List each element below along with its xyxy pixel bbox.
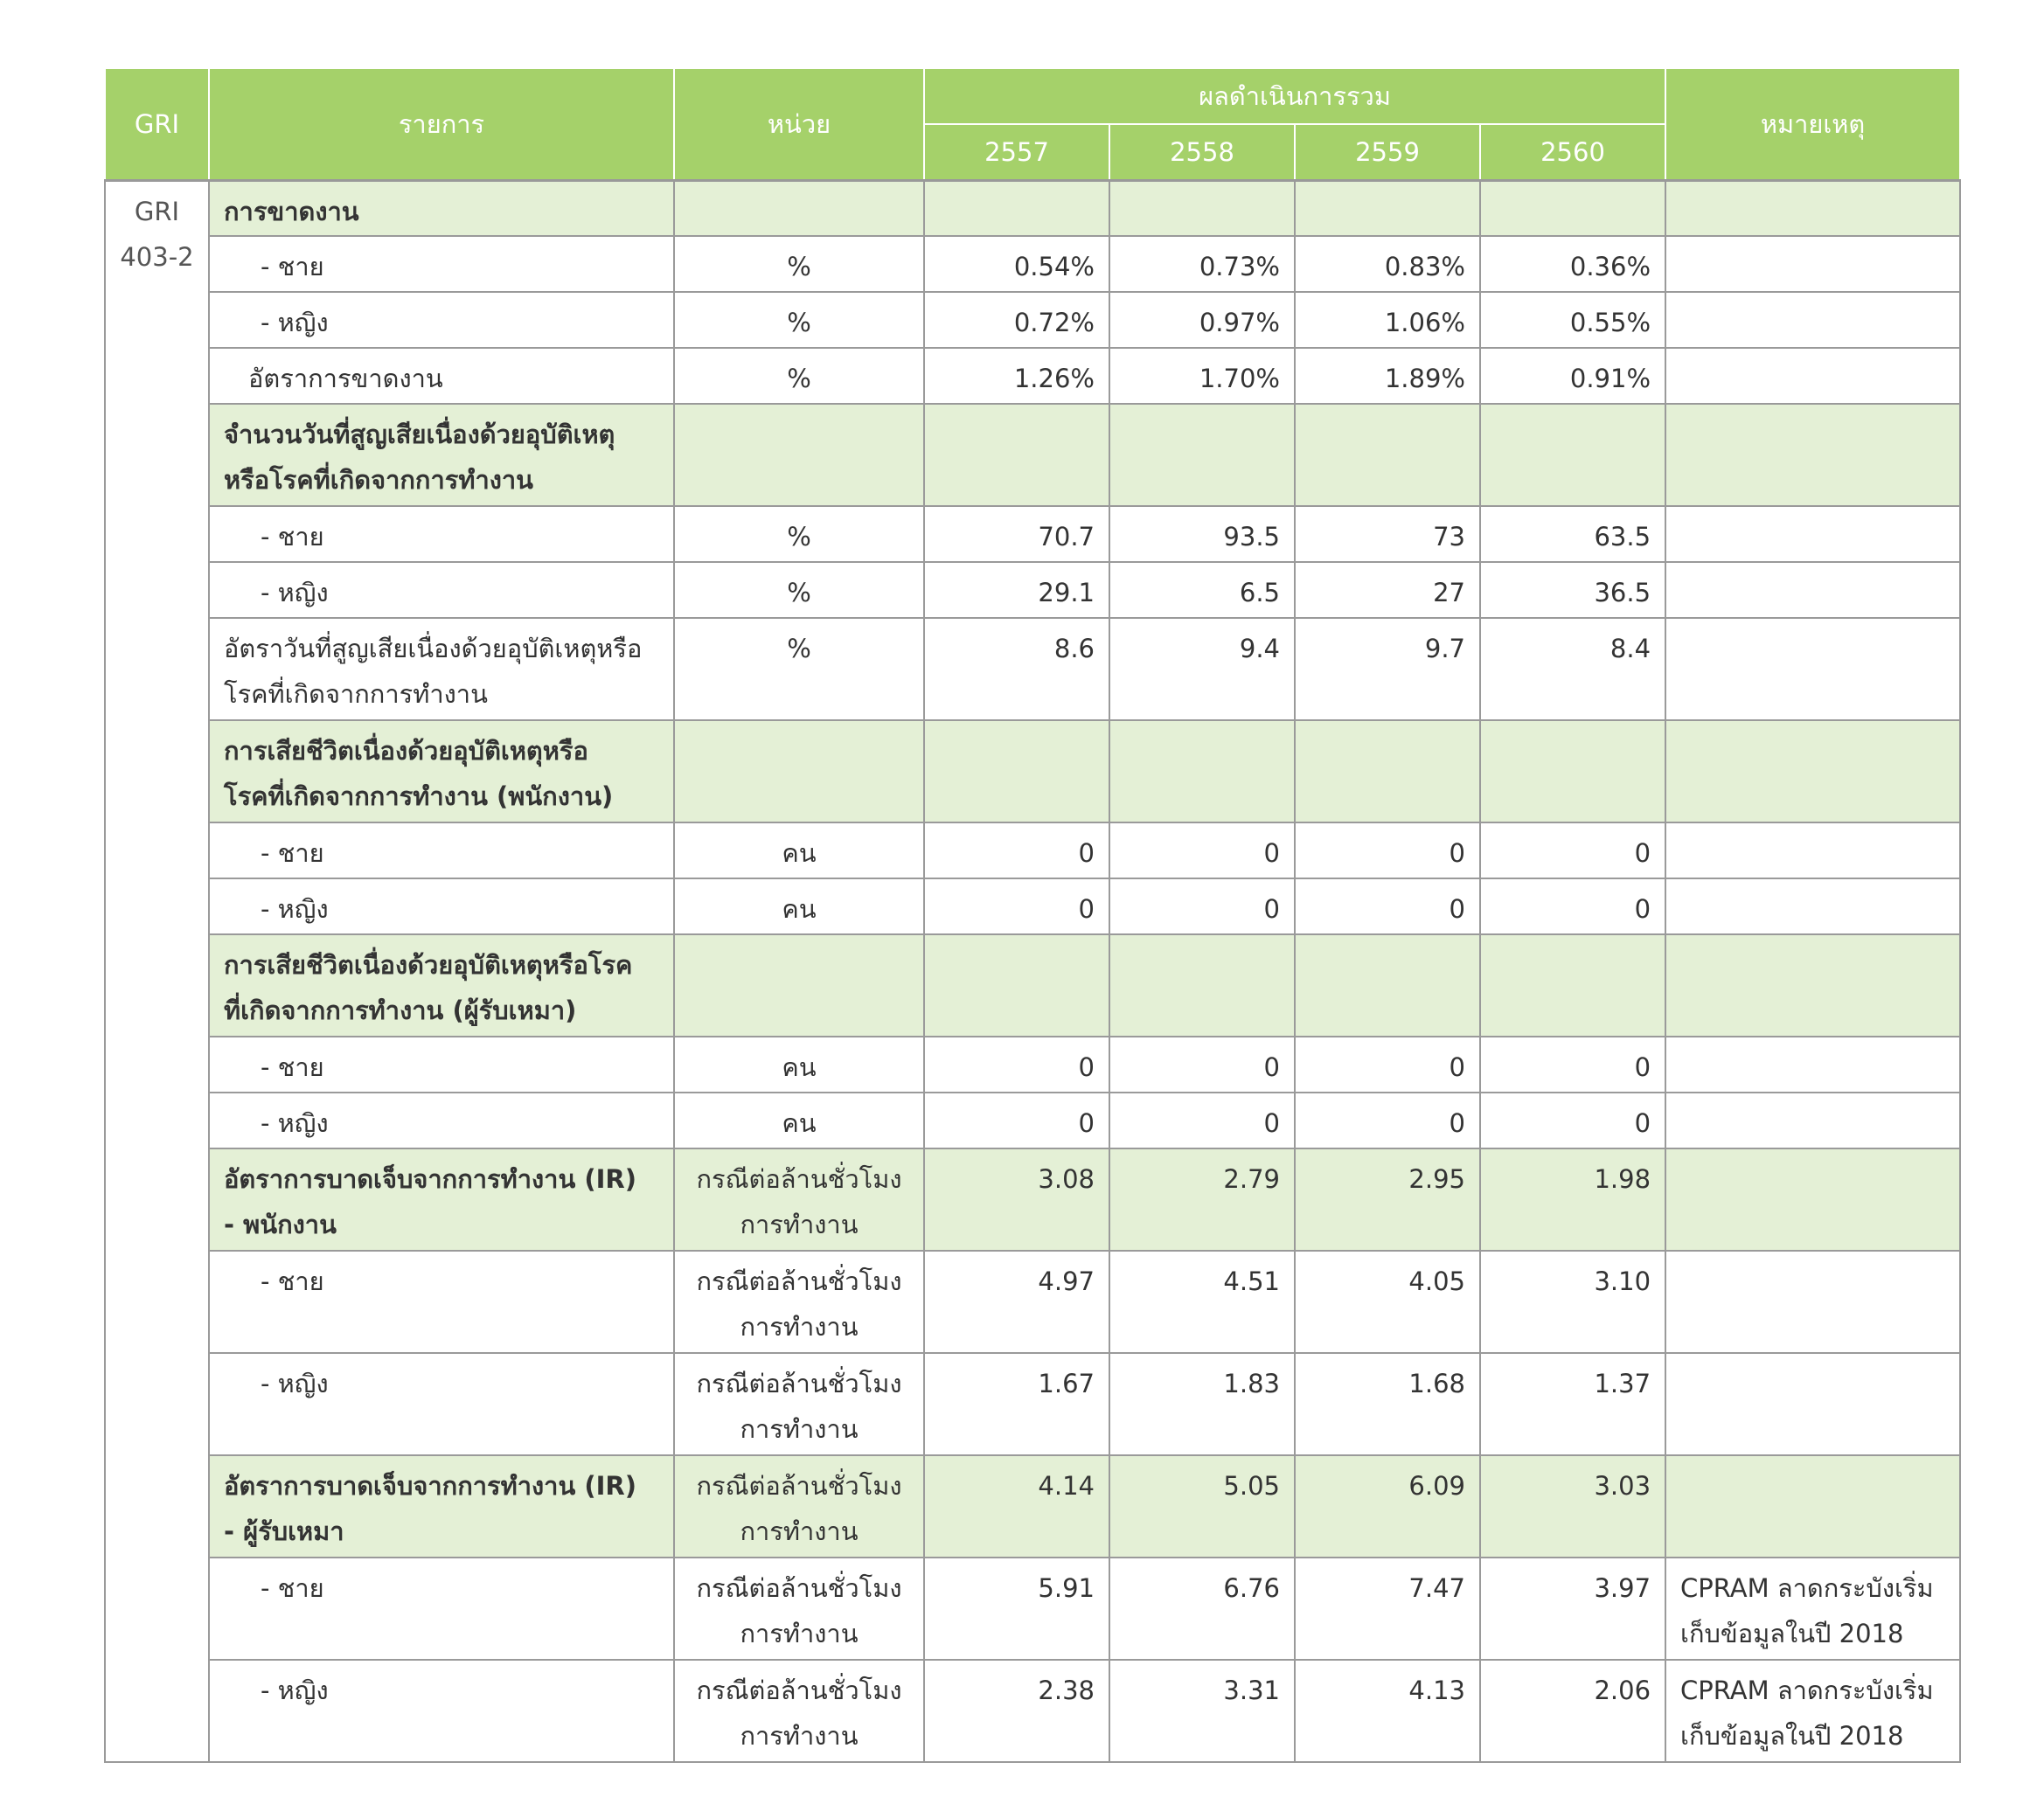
- value-cell: 9.4: [1109, 618, 1295, 720]
- value-cell: 0: [924, 822, 1109, 878]
- section-row: [105, 720, 1960, 822]
- value-cell: 0: [924, 878, 1109, 934]
- value-cell: 63.5: [1480, 506, 1665, 562]
- value-cell: 8.6: [924, 618, 1109, 720]
- note-cell: CPRAM ลาดกระบังเริ่ม เก็บข้อมูลในปี 2018: [1665, 1660, 1960, 1762]
- value-cell: 5.91: [924, 1558, 1109, 1660]
- item-cell: - ชาย: [209, 822, 674, 878]
- value-cell: 3.31: [1109, 1660, 1295, 1762]
- value-cell: 2.38: [924, 1660, 1109, 1762]
- value-cell: 0: [1109, 1037, 1295, 1093]
- value-cell: 0.54%: [924, 236, 1109, 292]
- value-cell: [924, 720, 1109, 822]
- value-cell: 1.98: [1480, 1148, 1665, 1251]
- value-cell: 4.13: [1295, 1660, 1480, 1762]
- value-cell: 0: [924, 1037, 1109, 1093]
- item-cell: อัตราการบาดเจ็บจากการทำงาน (IR) - ผู้รับเหมา: [209, 1455, 674, 1558]
- unit-cell: [674, 934, 924, 1037]
- note-cell: [1665, 1148, 1960, 1251]
- value-cell: 2.95: [1295, 1148, 1480, 1251]
- safety-statistics-table: [104, 67, 1961, 1763]
- header-year: 2558: [1109, 124, 1295, 180]
- value-cell: 0: [1295, 878, 1480, 934]
- unit-cell: คน: [674, 878, 924, 934]
- value-cell: 0: [1109, 1093, 1295, 1148]
- item-cell: - หญิง: [209, 1353, 674, 1455]
- unit-cell: กรณีต่อล้านชั่วโมง การทำงาน: [674, 1251, 924, 1353]
- unit-cell: คน: [674, 822, 924, 878]
- unit-cell: %: [674, 506, 924, 562]
- item-cell: การขาดงาน: [209, 180, 674, 236]
- note-cell: [1665, 1093, 1960, 1148]
- value-cell: 4.97: [924, 1251, 1109, 1353]
- value-cell: [1295, 180, 1480, 236]
- note-cell: [1665, 180, 1960, 236]
- value-cell: 0.72%: [924, 292, 1109, 348]
- unit-cell: %: [674, 618, 924, 720]
- value-cell: [1109, 720, 1295, 822]
- header-year: 2559: [1295, 124, 1480, 180]
- table-row: [105, 236, 1960, 292]
- value-cell: 1.06%: [1295, 292, 1480, 348]
- table-row: [105, 878, 1960, 934]
- note-cell: [1665, 720, 1960, 822]
- value-cell: [1295, 720, 1480, 822]
- value-cell: 0.73%: [1109, 236, 1295, 292]
- item-cell: อัตราการบาดเจ็บจากการทำงาน (IR) - พนักงาน: [209, 1148, 674, 1251]
- value-cell: 0: [1295, 1093, 1480, 1148]
- value-cell: 70.7: [924, 506, 1109, 562]
- value-cell: 6.09: [1295, 1455, 1480, 1558]
- value-cell: 27: [1295, 562, 1480, 618]
- header-year: 2557: [924, 124, 1109, 180]
- table-row: [105, 1037, 1960, 1093]
- table-row: [105, 822, 1960, 878]
- note-cell: [1665, 878, 1960, 934]
- value-cell: 4.05: [1295, 1251, 1480, 1353]
- value-cell: 0: [1480, 1093, 1665, 1148]
- item-cell: - หญิง: [209, 1660, 674, 1762]
- value-cell: 0: [1295, 822, 1480, 878]
- value-cell: 8.4: [1480, 618, 1665, 720]
- note-cell: [1665, 348, 1960, 404]
- value-cell: [1109, 404, 1295, 506]
- value-cell: 3.03: [1480, 1455, 1665, 1558]
- value-cell: 2.06: [1480, 1660, 1665, 1762]
- note-cell: [1665, 292, 1960, 348]
- table-row: [105, 506, 1960, 562]
- item-cell: การเสียชีวิตเนื่องด้วยอุบัติเหตุหรือ โรคที่เกิดจากการทำงาน (พนักงาน): [209, 720, 674, 822]
- value-cell: [1295, 404, 1480, 506]
- note-cell: [1665, 404, 1960, 506]
- value-cell: 6.5: [1109, 562, 1295, 618]
- unit-cell: กรณีต่อล้านชั่วโมง การทำงาน: [674, 1558, 924, 1660]
- unit-cell: คน: [674, 1037, 924, 1093]
- value-cell: 3.97: [1480, 1558, 1665, 1660]
- value-cell: 1.68: [1295, 1353, 1480, 1455]
- value-cell: [1480, 934, 1665, 1037]
- value-cell: 0: [1480, 822, 1665, 878]
- note-cell: [1665, 562, 1960, 618]
- table-header: [105, 68, 1960, 180]
- value-cell: 93.5: [1109, 506, 1295, 562]
- item-cell: อัตราการขาดงาน: [209, 348, 674, 404]
- value-cell: 0.55%: [1480, 292, 1665, 348]
- value-cell: [924, 404, 1109, 506]
- table-row: [105, 1093, 1960, 1148]
- unit-cell: กรณีต่อล้านชั่วโมง การทำงาน: [674, 1455, 924, 1558]
- value-cell: 0: [1480, 878, 1665, 934]
- unit-cell: %: [674, 292, 924, 348]
- value-cell: 4.14: [924, 1455, 1109, 1558]
- value-cell: 7.47: [1295, 1558, 1480, 1660]
- item-cell: จำนวนวันที่สูญเสียเนื่องด้วยอุบัติเหตุ หรือโรคที่เกิดจากการทำงาน: [209, 404, 674, 506]
- value-cell: 1.67: [924, 1353, 1109, 1455]
- header-item: รายการ: [209, 68, 674, 180]
- value-cell: 0: [1109, 878, 1295, 934]
- value-cell: 2.79: [1109, 1148, 1295, 1251]
- note-cell: [1665, 934, 1960, 1037]
- value-cell: 3.08: [924, 1148, 1109, 1251]
- note-cell: [1665, 1251, 1960, 1353]
- unit-cell: %: [674, 236, 924, 292]
- note-cell: [1665, 822, 1960, 878]
- unit-cell: [674, 720, 924, 822]
- value-cell: 6.76: [1109, 1558, 1295, 1660]
- item-cell: - ชาย: [209, 1251, 674, 1353]
- note-cell: CPRAM ลาดกระบังเริ่ม เก็บข้อมูลในปี 2018: [1665, 1558, 1960, 1660]
- value-cell: 73: [1295, 506, 1480, 562]
- item-cell: - ชาย: [209, 236, 674, 292]
- value-cell: 3.10: [1480, 1251, 1665, 1353]
- item-cell: การเสียชีวิตเนื่องด้วยอุบัติเหตุหรือโรค ที่เกิดจากการทำงาน (ผู้รับเหมา): [209, 934, 674, 1037]
- value-cell: 0.91%: [1480, 348, 1665, 404]
- table-row: [105, 1353, 1960, 1455]
- unit-cell: กรณีต่อล้านชั่วโมง การทำงาน: [674, 1660, 924, 1762]
- header-year: 2560: [1480, 124, 1665, 180]
- note-cell: [1665, 506, 1960, 562]
- unit-cell: [674, 180, 924, 236]
- item-cell: - ชาย: [209, 1558, 674, 1660]
- note-cell: [1665, 1353, 1960, 1455]
- value-cell: 0: [924, 1093, 1109, 1148]
- section-row: [105, 1148, 1960, 1251]
- value-cell: [1480, 404, 1665, 506]
- table-row: [105, 618, 1960, 720]
- value-cell: 0: [1109, 822, 1295, 878]
- value-cell: 0.83%: [1295, 236, 1480, 292]
- value-cell: 9.7: [1295, 618, 1480, 720]
- unit-cell: %: [674, 348, 924, 404]
- value-cell: [1109, 180, 1295, 236]
- unit-cell: กรณีต่อล้านชั่วโมง การทำงาน: [674, 1353, 924, 1455]
- item-cell: - หญิง: [209, 878, 674, 934]
- value-cell: 1.83: [1109, 1353, 1295, 1455]
- item-cell: - ชาย: [209, 506, 674, 562]
- item-cell: - หญิง: [209, 292, 674, 348]
- section-row: [105, 934, 1960, 1037]
- value-cell: 5.05: [1109, 1455, 1295, 1558]
- header-gri: GRI: [105, 68, 209, 180]
- value-cell: 1.70%: [1109, 348, 1295, 404]
- value-cell: 1.26%: [924, 348, 1109, 404]
- item-cell: - หญิง: [209, 562, 674, 618]
- table-row: [105, 1660, 1960, 1762]
- value-cell: [924, 180, 1109, 236]
- note-cell: [1665, 1037, 1960, 1093]
- value-cell: [1480, 180, 1665, 236]
- header-performance: ผลดำเนินการรวม: [924, 68, 1665, 124]
- unit-cell: คน: [674, 1093, 924, 1148]
- value-cell: [924, 934, 1109, 1037]
- unit-cell: %: [674, 562, 924, 618]
- value-cell: 1.89%: [1295, 348, 1480, 404]
- table-container: [104, 67, 1959, 1763]
- note-cell: [1665, 236, 1960, 292]
- section-row: [105, 180, 1960, 236]
- value-cell: [1109, 934, 1295, 1037]
- unit-cell: [674, 404, 924, 506]
- value-cell: 29.1: [924, 562, 1109, 618]
- value-cell: 1.37: [1480, 1353, 1665, 1455]
- section-row: [105, 1455, 1960, 1558]
- note-cell: [1665, 1455, 1960, 1558]
- value-cell: 0: [1295, 1037, 1480, 1093]
- table-body: [105, 180, 1960, 1762]
- item-cell: - หญิง: [209, 1093, 674, 1148]
- item-cell: อัตราวันที่สูญเสียเนื่องด้วยอุบัติเหตุหรือ โรคที่เกิดจากการทำงาน: [209, 618, 674, 720]
- table-row: [105, 292, 1960, 348]
- value-cell: [1480, 720, 1665, 822]
- value-cell: [1295, 934, 1480, 1037]
- table-row: [105, 1251, 1960, 1353]
- gri-code-cell: GRI 403-2: [105, 180, 209, 1762]
- header-unit: หน่วย: [674, 68, 924, 180]
- unit-cell: กรณีต่อล้านชั่วโมง การทำงาน: [674, 1148, 924, 1251]
- value-cell: 4.51: [1109, 1251, 1295, 1353]
- value-cell: 0: [1480, 1037, 1665, 1093]
- section-row: [105, 404, 1960, 506]
- table-row: [105, 562, 1960, 618]
- value-cell: 0.97%: [1109, 292, 1295, 348]
- item-cell: - ชาย: [209, 1037, 674, 1093]
- table-row: [105, 348, 1960, 404]
- table-row: [105, 1558, 1960, 1660]
- value-cell: 36.5: [1480, 562, 1665, 618]
- note-cell: [1665, 618, 1960, 720]
- header-note: หมายเหตุ: [1665, 68, 1960, 180]
- value-cell: 0.36%: [1480, 236, 1665, 292]
